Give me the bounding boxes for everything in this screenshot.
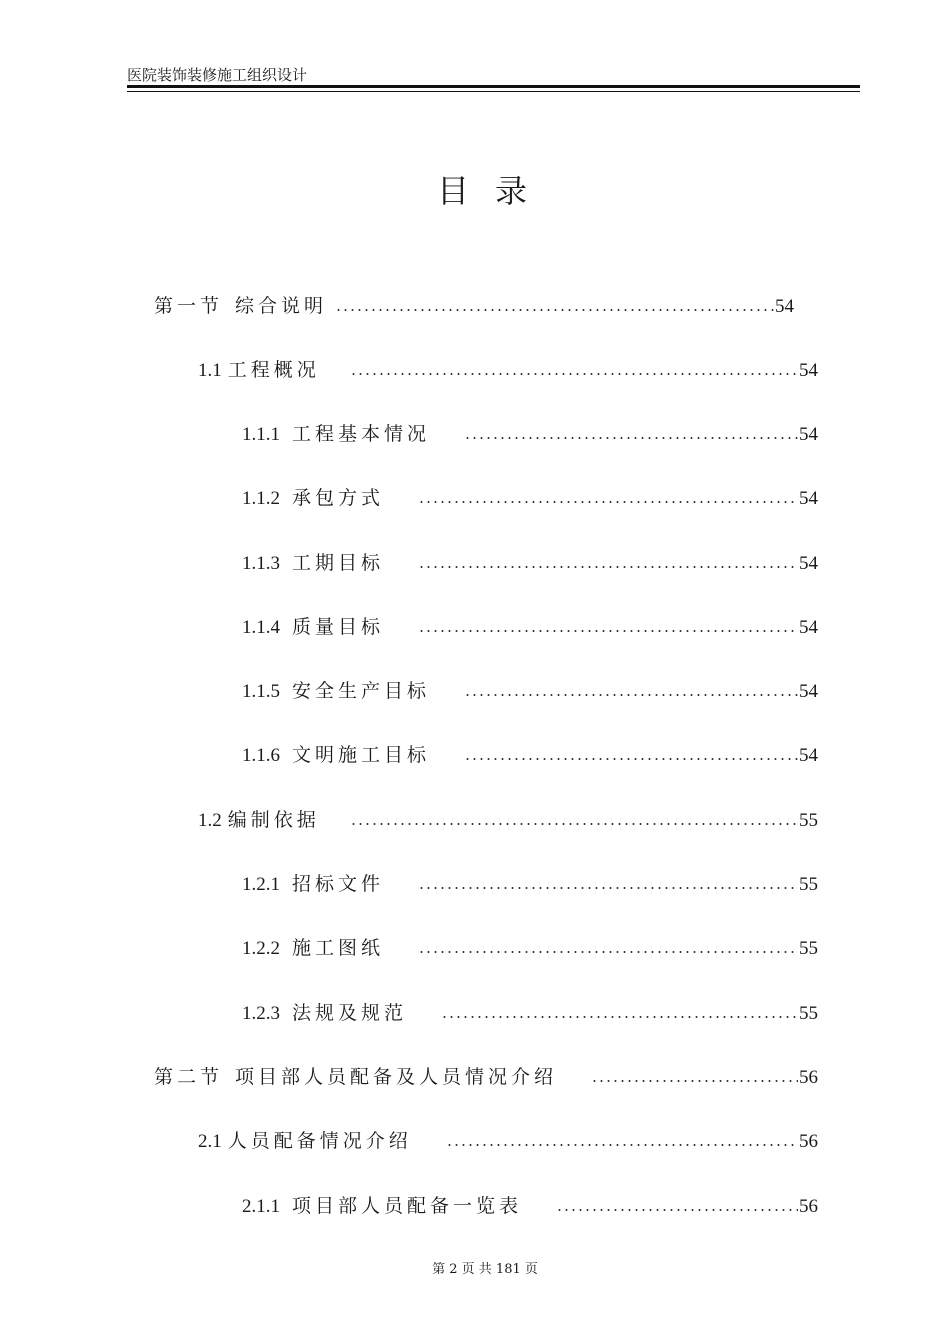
toc-leader-dots — [464, 694, 798, 696]
toc-entry-number: 1.2.3 — [242, 1003, 280, 1024]
toc-entry-number: 1.2.2 — [242, 938, 280, 959]
toc-entry-number: 1.1.1 — [242, 424, 280, 445]
page-footer: 第 2 页 共 181 页 — [432, 1262, 538, 1277]
toc-entry-page: 56 — [799, 1131, 818, 1152]
toc-entry-1-1-6[interactable] — [242, 741, 818, 767]
toc-leader-dots — [418, 887, 798, 889]
toc-leader-dots — [350, 373, 798, 375]
toc-entry-number: 1.1.4 — [242, 617, 280, 638]
toc-entry-page: 54 — [799, 424, 818, 445]
toc-entry-number: 1.2.1 — [242, 874, 280, 895]
toc-entry-number: 1.1.5 — [242, 681, 280, 702]
toc-entry-number: 2.1.1 — [242, 1196, 280, 1217]
toc-entry-1-1-3[interactable] — [242, 549, 818, 575]
toc-entry-title: 工期目标 — [292, 552, 385, 574]
toc-leader-dots — [350, 823, 798, 825]
toc-entry-1-1-1[interactable] — [242, 420, 818, 446]
toc-entry-1-2-2[interactable] — [242, 934, 818, 960]
toc-entry-title: 工程基本情况 — [292, 423, 431, 445]
toc-leader-dots — [441, 1016, 798, 1018]
toc-entry-page: 56 — [799, 1196, 818, 1217]
toc-entry-number: 1.1.2 — [242, 488, 280, 509]
toc-entry-title: 法规及规范 — [292, 1002, 408, 1024]
toc-leader-dots — [418, 501, 798, 503]
toc-entry-page: 54 — [799, 553, 818, 574]
toc-leader-dots — [464, 758, 798, 760]
toc-entry-number: 2.1 — [198, 1131, 222, 1152]
toc-entry-number: 第二节 — [154, 1066, 224, 1088]
toc-entry-number: 第一节 — [154, 295, 224, 317]
toc-entry-page: 55 — [799, 874, 818, 895]
toc-entry-1-1-4[interactable] — [242, 613, 818, 639]
toc-leader-dots — [418, 951, 798, 953]
toc-leader-dots — [464, 437, 798, 439]
toc-entry-page: 55 — [799, 1003, 818, 1024]
header-rule-thin — [127, 91, 860, 92]
toc-entry-1-2-1[interactable] — [242, 870, 818, 896]
toc-entry-page: 54 — [799, 745, 818, 766]
toc-leader-dots — [418, 630, 798, 632]
running-header-title: 医院装饰装修施工组织设计 — [127, 66, 308, 84]
toc-entry-title: 质量目标 — [292, 616, 385, 638]
toc-entry-1-1-5[interactable] — [242, 677, 818, 703]
toc-entry-page: 55 — [799, 810, 818, 831]
toc-leader-dots — [418, 566, 798, 568]
toc-entry-title: 综合说明 — [235, 295, 328, 317]
toc-leader-dots — [446, 1144, 798, 1146]
toc-entry-number: 1.1.3 — [242, 553, 280, 574]
toc-entry-title: 施工图纸 — [292, 937, 385, 959]
toc-entry-1-2[interactable] — [198, 806, 818, 832]
toc-entry-page: 56 — [799, 1067, 818, 1088]
toc-entry-page: 55 — [799, 938, 818, 959]
toc-heading: 目录 — [436, 172, 553, 210]
toc-entry-page: 54 — [799, 488, 818, 509]
toc-entry-1-2-3[interactable] — [242, 999, 818, 1025]
toc-entry-page: 54 — [799, 617, 818, 638]
header-rule-thick — [127, 85, 860, 88]
toc-leader-dots — [556, 1209, 798, 1211]
toc-entry-1-1[interactable] — [198, 356, 818, 382]
toc-entry-title: 承包方式 — [292, 487, 385, 509]
toc-entry-title: 安全生产目标 — [292, 680, 431, 702]
toc-entry-title: 招标文件 — [292, 873, 385, 895]
toc-entry-number: 1.2 — [198, 810, 222, 831]
toc-leader-dots — [335, 309, 774, 311]
toc-entry-2-1-1[interactable] — [242, 1192, 818, 1218]
toc-entry-title: 文明施工目标 — [292, 744, 431, 766]
toc-entry-page: 54 — [799, 360, 818, 381]
toc-entry-title: 编制依据 — [227, 809, 320, 831]
toc-entry-2-1[interactable] — [198, 1127, 818, 1153]
toc-entry-number: 1.1.6 — [242, 745, 280, 766]
toc-entry-title: 人员配备情况介绍 — [227, 1130, 412, 1152]
toc-entry-1-1-2[interactable] — [242, 484, 818, 510]
toc-entry-section-2[interactable] — [154, 1063, 818, 1089]
toc-entry-title: 工程概况 — [227, 359, 320, 381]
toc-entry-title: 项目部人员配备一览表 — [292, 1195, 523, 1217]
toc-entry-page: 54 — [775, 296, 794, 317]
toc-entry-title: 项目部人员配备及人员情况介绍 — [235, 1066, 558, 1088]
toc-entry-page: 54 — [799, 681, 818, 702]
toc-entry-number: 1.1 — [198, 360, 222, 381]
toc-entry-section-1[interactable] — [154, 292, 794, 318]
toc-leader-dots — [591, 1080, 798, 1082]
